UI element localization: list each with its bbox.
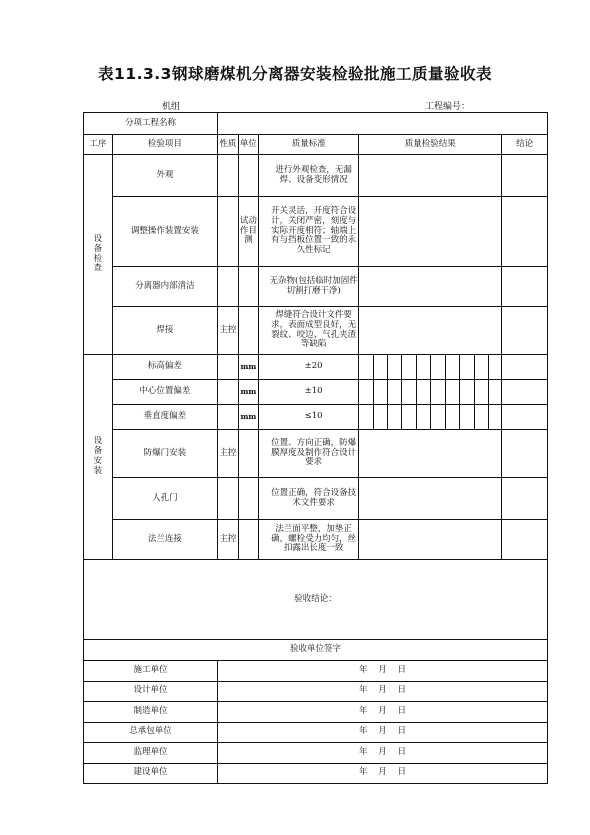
result-cell[interactable] — [416, 355, 430, 380]
standard-cell: ≤10 — [269, 405, 359, 430]
nature-cell: 主控 — [218, 307, 239, 355]
sign-unit-label: 施工单位 — [84, 661, 218, 682]
result-cell[interactable] — [416, 405, 430, 430]
conclusion-cell[interactable] — [502, 355, 548, 380]
col-result: 质量检验结果 — [359, 135, 502, 155]
standard-cell: 进行外观检查，无漏焊、设备变形情况 — [269, 155, 359, 197]
unit-label: 机组 — [162, 102, 181, 112]
standard-cell: ±10 — [269, 380, 359, 405]
result-cell[interactable] — [431, 355, 445, 380]
sign-header: 验收单位签字 — [84, 640, 548, 661]
item-cell: 焊接 — [112, 307, 217, 355]
table-row — [84, 478, 548, 520]
conclusion-cell[interactable] — [502, 267, 548, 307]
sign-date-field[interactable]: 年 月 日 — [218, 763, 548, 784]
unit-cell — [238, 520, 259, 560]
nature-cell — [218, 405, 239, 430]
item-cell: 标高偏差 — [112, 355, 217, 380]
unit-cell — [238, 430, 259, 478]
result-cell[interactable] — [474, 405, 488, 430]
result-cell[interactable] — [489, 380, 502, 405]
sign-unit-label: 设计单位 — [84, 681, 218, 702]
result-cell[interactable] — [460, 380, 474, 405]
result-cell[interactable] — [474, 380, 488, 405]
item-cell: 垂直度偏差 — [112, 405, 217, 430]
sign-unit-label: 监理单位 — [84, 743, 218, 764]
result-cell[interactable] — [359, 430, 502, 478]
result-cell[interactable] — [359, 380, 373, 405]
conclusion-cell[interactable] — [502, 520, 548, 560]
item-cell: 中心位置偏差 — [112, 380, 217, 405]
sign-date-field[interactable]: 年 月 日 — [218, 722, 548, 743]
result-cell[interactable] — [359, 520, 502, 560]
group-equipment-install: 设备安装 — [84, 355, 113, 560]
unit-cell: mm — [238, 355, 259, 380]
sign-row — [84, 722, 548, 743]
result-cell[interactable] — [359, 405, 373, 430]
item-cell: 分离器内部清洁 — [112, 267, 217, 307]
subproject-name-value[interactable] — [218, 113, 548, 135]
result-cell[interactable] — [474, 355, 488, 380]
standard-cell: 位置、方向正确，防爆膜厚度及制作符合设计要求 — [269, 430, 359, 478]
table-row — [84, 197, 548, 267]
nature-cell — [218, 380, 239, 405]
conclusion-row — [84, 560, 548, 640]
result-cell[interactable] — [402, 380, 416, 405]
subproject-name-label: 分项工程名称 — [84, 113, 218, 135]
result-cell[interactable] — [416, 380, 430, 405]
result-cell[interactable] — [402, 405, 416, 430]
nature-cell — [218, 267, 239, 307]
acceptance-table — [83, 112, 548, 784]
sign-date-field[interactable]: 年 月 日 — [218, 743, 548, 764]
sign-unit-label: 总承包单位 — [84, 722, 218, 743]
conclusion-cell[interactable] — [502, 405, 548, 430]
result-cell[interactable] — [431, 380, 445, 405]
item-cell: 人孔门 — [112, 478, 217, 520]
sign-header-row — [84, 640, 548, 661]
result-cell[interactable] — [460, 355, 474, 380]
unit-cell — [238, 267, 259, 307]
conclusion-field[interactable] — [84, 560, 548, 640]
sign-date-field[interactable]: 年 月 日 — [218, 702, 548, 723]
result-cell[interactable] — [460, 405, 474, 430]
nature-cell: 主控 — [218, 430, 239, 478]
result-cell[interactable] — [359, 478, 502, 520]
result-cell[interactable] — [431, 405, 445, 430]
sign-row — [84, 743, 548, 764]
standard-cell: 开关灵活，开度符合设计，关闭严密，刻度与实际开度相符；轴端上有与挡板位置一致的永久性标记 — [269, 197, 359, 267]
header-row — [84, 135, 548, 155]
unit-cell — [238, 307, 259, 355]
result-cell[interactable] — [489, 355, 502, 380]
group-equipment-check: 设备检查 — [84, 155, 113, 355]
unit-cell: mm — [238, 405, 259, 430]
unit-cell — [238, 155, 259, 197]
table-row — [84, 430, 548, 478]
result-cell[interactable] — [373, 380, 387, 405]
nature-cell — [218, 197, 239, 267]
sign-row — [84, 681, 548, 702]
result-cell[interactable] — [359, 267, 502, 307]
col-process: 工序 — [84, 135, 113, 155]
conclusion-cell[interactable] — [502, 430, 548, 478]
col-unit: 单位 — [238, 135, 259, 155]
result-cell[interactable] — [373, 405, 387, 430]
sign-row — [84, 702, 548, 723]
conclusion-cell[interactable] — [502, 307, 548, 355]
item-cell: 外观 — [112, 155, 217, 197]
result-cell[interactable] — [388, 355, 402, 380]
col-conclusion: 结论 — [502, 135, 548, 155]
conclusion-cell[interactable] — [502, 478, 548, 520]
item-cell: 调整操作装置安装 — [112, 197, 217, 267]
sign-date-field[interactable]: 年 月 日 — [218, 661, 548, 682]
sign-row — [84, 763, 548, 784]
conclusion-cell[interactable] — [502, 197, 548, 267]
result-cell[interactable] — [359, 197, 502, 267]
sign-unit-label: 制造单位 — [84, 702, 218, 723]
result-cell[interactable] — [373, 355, 387, 380]
table-row — [84, 155, 548, 197]
col-standard: 质量标准 — [259, 135, 359, 155]
sign-date-field[interactable]: 年 月 日 — [218, 681, 548, 702]
nature-cell — [218, 155, 239, 197]
result-cell[interactable] — [445, 355, 459, 380]
result-cell[interactable] — [388, 405, 402, 430]
conclusion-cell[interactable] — [502, 155, 548, 197]
conclusion-label: 验收结论： — [294, 593, 337, 604]
unit-cell: mm — [238, 380, 259, 405]
unit-cell — [238, 478, 259, 520]
standard-cell: 位置正确，符合设备技术文件要求 — [269, 478, 359, 520]
table-row — [84, 307, 548, 355]
table-row — [84, 355, 548, 380]
result-cell[interactable] — [445, 405, 459, 430]
result-cell[interactable] — [402, 355, 416, 380]
subproject-row — [84, 113, 548, 135]
result-cell[interactable] — [359, 355, 373, 380]
table-row — [84, 380, 548, 405]
nature-cell — [218, 478, 239, 520]
nature-cell — [218, 355, 239, 380]
item-cell: 法兰连接 — [112, 520, 217, 560]
standard-cell: 法兰面平整，加垫正确，螺栓受力均匀，丝扣露出长度一致 — [269, 520, 359, 560]
result-cell[interactable] — [388, 380, 402, 405]
col-item: 检验项目 — [112, 135, 217, 155]
unit-cell: 试动作目测 — [238, 197, 259, 267]
result-cell[interactable] — [359, 307, 502, 355]
standard-cell: ±20 — [269, 355, 359, 380]
result-cell[interactable] — [489, 405, 502, 430]
page-title: 表11.3.3钢球磨煤机分离器安装检验批施工质量验收表 — [98, 65, 492, 83]
sign-unit-label: 建设单位 — [84, 763, 218, 784]
conclusion-cell[interactable] — [502, 380, 548, 405]
table-row — [84, 520, 548, 560]
standard-cell: 无杂物(包括临时加固件切割打磨干净) — [269, 267, 359, 307]
standard-cell: 焊缝符合设计文件要求，表面成型良好，无裂纹、咬边、气孔夹渣等缺陷 — [269, 307, 359, 355]
result-cell[interactable] — [445, 380, 459, 405]
sign-row — [84, 661, 548, 682]
project-no-label: 工程编号： — [425, 102, 471, 112]
table-row — [84, 405, 548, 430]
table-row — [84, 267, 548, 307]
nature-cell: 主控 — [218, 520, 239, 560]
result-cell[interactable] — [359, 155, 502, 197]
item-cell: 防爆门安装 — [112, 430, 217, 478]
col-nature: 性质 — [218, 135, 239, 155]
